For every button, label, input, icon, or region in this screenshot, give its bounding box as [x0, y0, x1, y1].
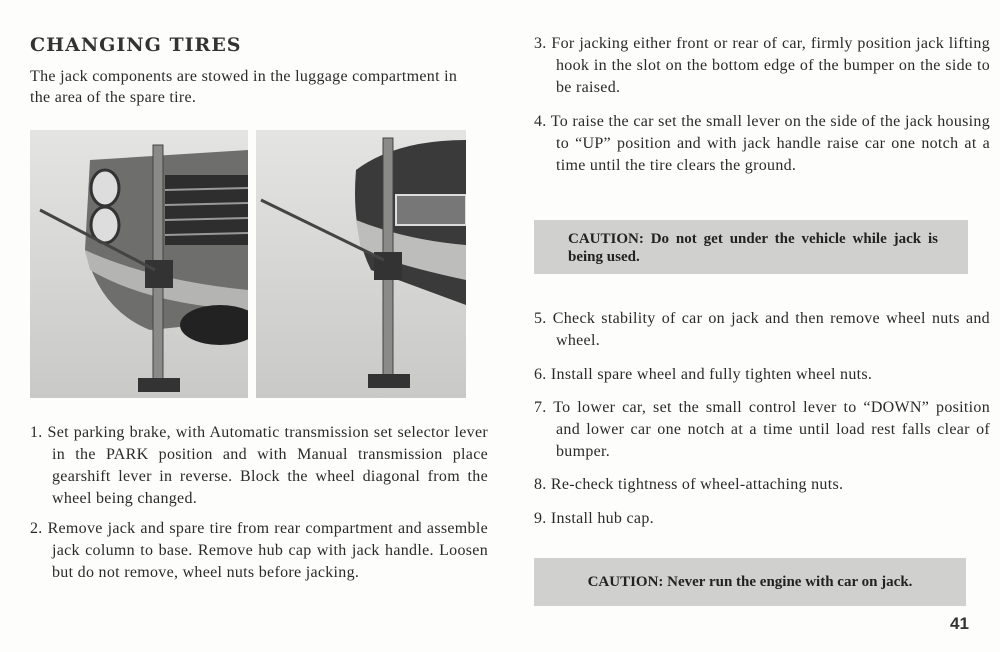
step-2	[30, 518, 488, 584]
step-text: Install hub cap.	[550, 510, 654, 527]
step-number: 6.	[534, 366, 547, 383]
intro-text: The jack components are stowed in the luggage compartment in the area of the spare tire.	[30, 68, 458, 106]
page-title: CHANGING TIRES	[30, 34, 242, 56]
caution-box-engine: CAUTION: Never run the engine with car on jack.	[534, 558, 966, 606]
step-6	[534, 364, 990, 386]
step-number: 8.	[534, 476, 547, 493]
step-1	[30, 422, 488, 510]
step-3	[534, 33, 990, 99]
step-number: 2.	[30, 520, 43, 537]
step-4	[534, 111, 990, 177]
step-text: Set parking brake, with Automatic transmission set selector lever in the PARK position and with Manual transmission place gearshift lever in reverse. Block the wheel diagonal from the wheel being changed.	[47, 424, 488, 507]
step-text: Install spare wheel and fully tighten wheel nuts.	[550, 366, 873, 383]
step-number: 3.	[534, 35, 547, 52]
step-text: Check stability of car on jack and then remove wheel nuts and wheel.	[552, 310, 990, 349]
step-8	[534, 474, 990, 496]
step-text: For jacking either front or rear of car, firmly position jack lifting hook in the slot on the bottom edge of the bumper on the side to be raised.	[551, 35, 990, 96]
step-text: To raise the car set the small lever on the side of the jack housing to “UP” position and with jack handle raise car one notch at a time until the tire clears the ground.	[550, 113, 990, 174]
photo-rear-bumper-jack	[256, 130, 466, 398]
step-text: Remove jack and spare tire from rear compartment and assemble jack column to base. Remove hub cap with jack handle. Loosen but do not remove, wheel nuts before jacking.	[47, 520, 488, 581]
photo-front-bumper-jack	[30, 130, 248, 398]
step-9	[534, 508, 990, 530]
step-text: Re-check tightness of wheel-attaching nuts.	[550, 476, 844, 493]
caution-box-jack	[534, 220, 968, 274]
step-5	[534, 308, 990, 352]
step-number: 7.	[534, 399, 547, 416]
step-number: 4.	[534, 113, 547, 130]
caution-text: CAUTION: Do not get under the vehicle while jack is being used.	[568, 231, 938, 265]
step-text: To lower car, set the small control lever to “DOWN” position and lower car one notch at a time until load rest falls clear of bumper.	[553, 399, 991, 460]
step-number: 5.	[534, 310, 547, 327]
step-number: 9.	[534, 510, 547, 527]
page-number: 41	[950, 614, 969, 633]
step-7	[534, 397, 990, 463]
step-number: 1.	[30, 424, 43, 441]
